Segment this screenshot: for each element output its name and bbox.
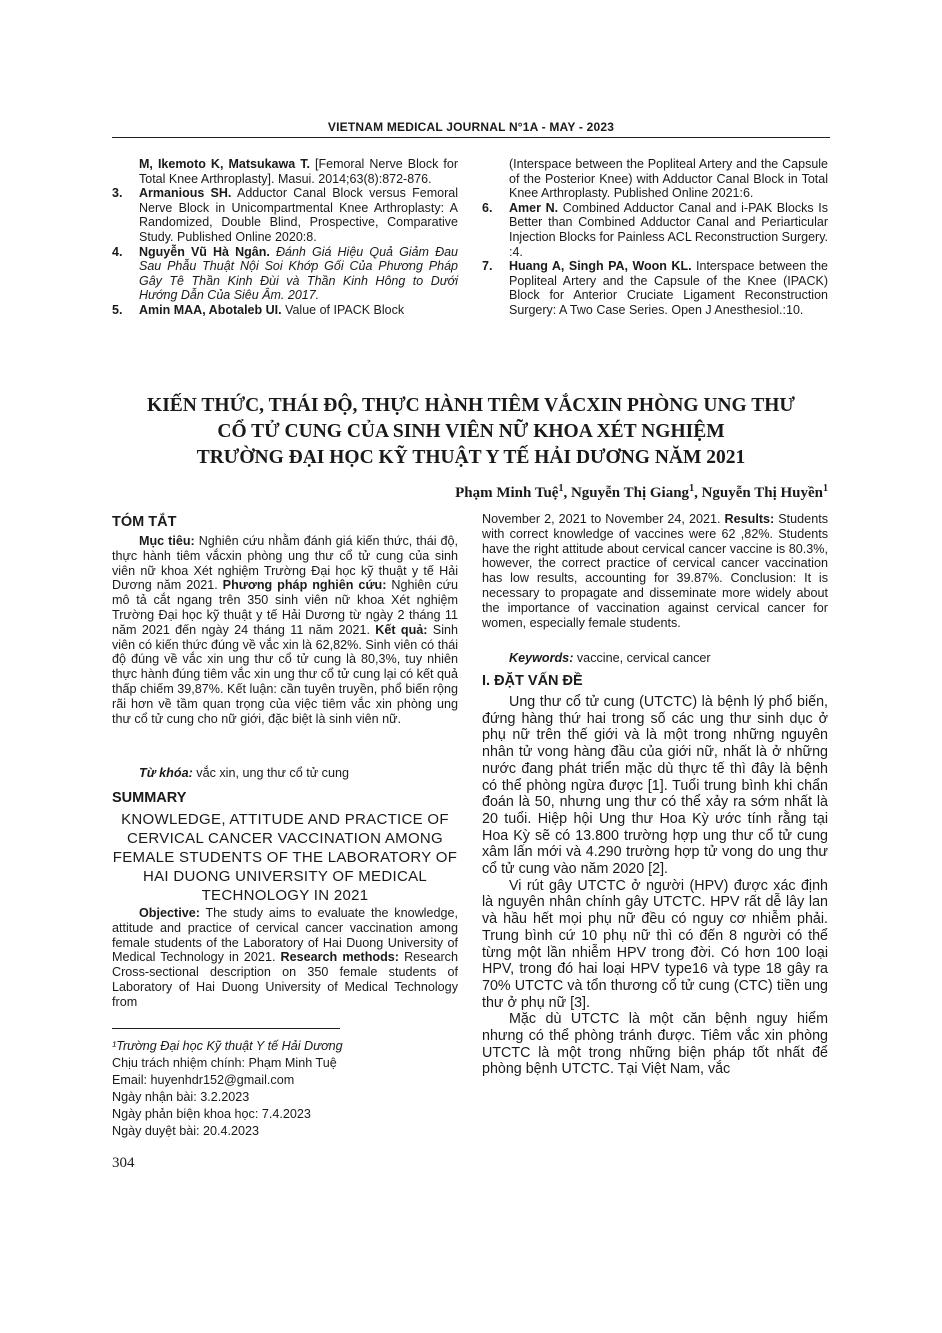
author-separator: , bbox=[694, 485, 702, 501]
footnote-line: Email: huyenhdr152@gmail.com bbox=[112, 1073, 295, 1087]
footnotes bbox=[112, 1038, 458, 1140]
reference-number: 3. bbox=[112, 186, 123, 201]
reference-authors: M, Ikemoto K, Matsukawa T. bbox=[139, 157, 310, 171]
reference-text: Đánh Giá Hiệu Quả Giảm Đau Sau Phẫu Thuật Nội Soi Khớp Gối Của Phương Pháp Gây Tê Thần Kinh Đùi và Thần Kinh Hông to Dưới Hướng Dẫn Của Siêu Âm. 2017. bbox=[139, 244, 458, 303]
section-heading: I. ĐẶT VẤN ĐỀ bbox=[482, 673, 583, 689]
methods-text: Research Cross-sectional description on 350 female students of Laboratory of Hai Duong University of Medical Technology from bbox=[112, 950, 458, 1009]
title-line: TRƯỜNG ĐẠI HỌC KỸ THUẬT Y TẾ HẢI DƯƠNG NĂM 2021 bbox=[196, 447, 746, 468]
intro-body bbox=[482, 694, 828, 1078]
reference-text: Adductor Canal Block versus Femoral Nerve Block in Unicompartmental Knee Arthroplasty: A Randomized, Double Blind, Prospective, Comparative Study. Published Online 2020:8. bbox=[139, 186, 458, 244]
author-name: Nguyễn Thị Huyền bbox=[701, 485, 823, 501]
reference-number: 5. bbox=[112, 302, 123, 317]
article-title bbox=[112, 393, 830, 471]
reference-text: [Femoral Nerve Block for Total Knee Arthroplasty]. Masui. 2014;63(8):872-876. bbox=[139, 157, 458, 186]
reference-text: Interspace between the Popliteal Artery and the Capsule of the Knee (IPACK) Block for Anterior Cruciate Ligament Reconstruction Surgery: A Two Case Series. Open J Anesthesiol.:10. bbox=[509, 259, 828, 317]
abstract-vi-body bbox=[112, 534, 458, 726]
summary-heading: SUMMARY bbox=[112, 790, 187, 806]
reference-text: Value of IPACK Block bbox=[281, 302, 405, 317]
reference-authors: Amin MAA, Abotaleb UI. bbox=[139, 302, 282, 317]
keywords-label: Keywords: bbox=[509, 651, 574, 665]
reference-authors: Huang A, Singh PA, Woon KL. bbox=[509, 259, 692, 274]
summary-title: KNOWLEDGE, ATTITUDE AND PRACTICE OF CERVICAL CANCER VACCINATION AMONG FEMALE STUDENTS OF THE LABORATORY OF HAI DUONG UNIVERSITY OF MEDICAL TECHNOLOGY IN 2021 bbox=[112, 811, 458, 904]
objective-text: Nghiên cứu nhằm đánh giá kiến thức, thái độ, thực hành tiêm vắcxin phòng ung thư cổ tử cung của sinh viên nữ khoa Xét nghiệm Trường Đại học kỹ thuật y tế Hải Dương năm 2021. bbox=[112, 534, 458, 593]
title-line: KIẾN THỨC, THÁI ĐỘ, THỰC HÀNH TIÊM VẮCXIN PHÒNG UNG THƯ bbox=[147, 395, 795, 416]
reference-item bbox=[112, 186, 458, 244]
objective-label: Mục tiêu: bbox=[139, 534, 195, 548]
reference-number: 6. bbox=[482, 200, 493, 215]
title-line: CỔ TỬ CUNG CỦA SINH VIÊN NỮ KHOA XÉT NGHIỆM bbox=[217, 421, 725, 442]
references-right bbox=[482, 157, 828, 318]
methods-text: Nghiên cứu mô tả cắt ngang trên 350 sinh viên nữ khoa Xét nghiệm Trường Đại học kỹ thuật y tế Hải Dương từ ngày 2 tháng 11 năm 2021 đến ngày 24 tháng 11 năm 2021. bbox=[112, 578, 458, 637]
results-label: Results: bbox=[724, 512, 775, 526]
reference-item bbox=[112, 245, 458, 303]
footnote-line: Ngày nhận bài: 3.2.2023 bbox=[112, 1090, 250, 1104]
author-affiliation-mark: 1 bbox=[823, 483, 828, 494]
keywords-label: Từ khóa: bbox=[139, 766, 193, 780]
summary-body bbox=[112, 906, 458, 1010]
summary-body-continued bbox=[482, 512, 828, 630]
footnote-line: Ngày phản biện khoa học: 7.4.2023 bbox=[112, 1107, 311, 1121]
reference-number: 7. bbox=[482, 259, 493, 274]
reference-authors: Nguyễn Vũ Hà Ngân. bbox=[139, 244, 270, 259]
summary-keywords bbox=[482, 651, 828, 666]
reference-item bbox=[112, 303, 458, 318]
author-affiliation-mark: 1 bbox=[558, 483, 564, 494]
keywords-text: vắc xin, ung thư cổ tử cung bbox=[192, 766, 349, 780]
reference-item bbox=[482, 201, 828, 259]
reference-text: Combined Adductor Canal and i-PAK Blocks Is Better than Combined Adductor Canal and Periarticular Injection Blocks for Painless ACL Reconstruction Surgery. :4. bbox=[509, 200, 828, 259]
results-label: Kết quả: bbox=[375, 622, 428, 637]
reference-authors: Amer N. bbox=[509, 200, 559, 215]
reference-item bbox=[482, 259, 828, 317]
affiliation-note: ¹Trường Đại học Kỹ thuật Y tế Hải Dương bbox=[112, 1039, 343, 1053]
journal-header: VIETNAM MEDICAL JOURNAL N°1A - MAY - 2023 bbox=[327, 120, 615, 134]
author-name: Nguyễn Thị Giang bbox=[570, 485, 690, 501]
page-number: 304 bbox=[112, 1155, 135, 1171]
author-list bbox=[455, 483, 828, 502]
abstract-vi-keywords bbox=[112, 766, 458, 781]
reference-continuation bbox=[482, 157, 828, 201]
footnote-divider bbox=[112, 1028, 340, 1029]
objective-text: The study aims to evaluate the knowledge, attitude and practice of cervical cancer vaccination among female students of the Laboratory of Hai Duong University of Medical Technology in 2021. bbox=[112, 906, 458, 965]
keywords-text: vaccine, cervical cancer bbox=[573, 651, 711, 665]
objective-label: Objective: bbox=[139, 906, 200, 920]
footnote-line: Ngày duyệt bài: 20.4.2023 bbox=[112, 1124, 260, 1138]
paragraph: Mặc dù UTCTC là một căn bệnh nguy hiểm nhưng có thể phòng tránh được. Tiêm vắc xin phòng UTCTC là một trong những biện pháp tốt nhất để phòng bệnh UTCTC. Tại Việt Nam, vắc bbox=[482, 1011, 828, 1078]
footnote-line: Chịu trách nhiệm chính: Phạm Minh Tuệ bbox=[112, 1056, 337, 1070]
results-text: Sinh viên có kiến thức đúng về vắc xin là 62,82%. Sinh viên có thái độ đúng về vắc xin ung thư cổ tử cung là 80,3%, tuy nhiên thực hành đúng tiêm vắc xin ung thư cổ tử cung lại có kết quả thấp chiếm 39,87%. Kết luận: cần tuyên truyền, phổ biến rộng rãi hơn về tầm quan trọng của việc tiêm vắc xin phòng ung thư cổ tử cung cho nữ giới, đặc biệt là sinh viên nữ. bbox=[112, 622, 459, 726]
author-separator: , bbox=[563, 485, 571, 501]
methods-label: Research methods: bbox=[280, 950, 399, 965]
references-left bbox=[112, 157, 458, 318]
reference-number: 4. bbox=[112, 244, 123, 259]
header-divider bbox=[112, 137, 830, 138]
reference-continuation bbox=[112, 157, 458, 186]
paragraph: Vi rút gây UTCTC ở người (HPV) được xác định là nguyên nhân chính gây UTCTC. HPV rất dễ lây lan và hầu hết mọi phụ nữ đều có nguy cơ nhiễm phải. Trung bình cứ 10 phụ nữ thì có đến 8 người có thể từng một lần nhiễm HPV trong đời. Có hơn 100 loại HPV, trong đó hai loại HPV type16 và type 18 gây ra 70% UTCTC và tổn thương cổ tử cung (CTC) tiền ung thư ở phụ nữ [3]. bbox=[482, 877, 828, 1011]
methods-label: Phương pháp nghiên cứu: bbox=[222, 578, 387, 593]
methods-text: November 2, 2021 to November 24, 2021. bbox=[482, 512, 725, 526]
abstract-heading: TÓM TẮT bbox=[112, 514, 177, 530]
author-affiliation-mark: 1 bbox=[689, 483, 695, 494]
results-text: Students with correct knowledge of vaccines were 62 ,82%. Students have the right attitude about cervical cancer vaccine is 80.3%, however, the correct practice of cervical cancer vaccination has low results, accounting for 39.87%. Conclusion: It is necessary to propagate and disseminate more widely about the importance of vaccination against cervical cancer for women, especially female students. bbox=[482, 512, 828, 630]
reference-text: (Interspace between the Popliteal Artery and the Capsule of the Posterior Knee) with Adductor Canal Block in Total Knee Arthroplasty. Published Online 2021:6. bbox=[509, 157, 828, 201]
author-name: Phạm Minh Tuệ bbox=[455, 485, 559, 501]
paragraph: Ung thư cổ tử cung (UTCTC) là bệnh lý phổ biến, đứng hàng thứ hai trong số các ung thư sinh dục ở phụ nữ trên thế giới và là một trong những nguyên nhân tử vong hàng đầu của giới nữ, nhất là ở những nước đang phát triển mặc dù thực tế thì đây là bệnh có thể phòng ngừa được [1]. Tuổi trung bình khi chẩn đoán là 50, nhưng ung thư có thể xảy ra sớm nhất là 20 tuổi. Hiệp hội Ung thư Hoa Kỳ ước tính rằng tại Hoa Kỳ sẽ có 13.800 trường hợp ung thư cổ tử cung xâm lấn mới và 4.290 trường hợp tử vong do ung thư cổ tử cung vào năm 2020 [2]. bbox=[482, 694, 828, 878]
reference-authors: Armanious SH. bbox=[139, 186, 232, 201]
